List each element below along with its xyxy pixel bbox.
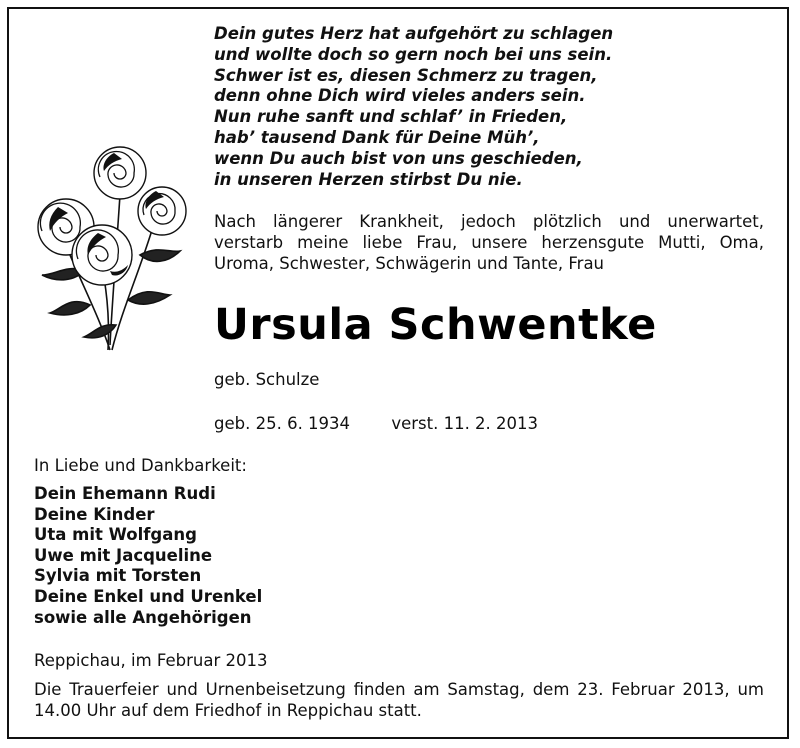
poem-line: Nun ruhe sanft und schlaf’ in Frieden, [214,107,568,127]
death-announcement: Nach längerer Krankheit, jedoch plötzlich und unerwartet, verstarb meine liebe Frau, unsere herzensgute Mutti, Oma, Uroma, Schwester, Schwägerin und Tante, Frau [214,212,764,273]
mourner-entry: Deine Kinder [34,504,155,524]
poem-line: Dein gutes Herz hat aufgehört zu schlagen [214,24,614,43]
poem-line: Schwer ist es, diesen Schmerz zu tragen, [214,65,598,85]
poem-line: wenn Du auch bist von uns geschieden, [214,148,583,168]
mourner-entry: Deine Enkel und Urenkel [34,586,263,606]
poem-line: denn ohne Dich wird vieles anders sein. [214,86,586,106]
life-dates [214,414,538,433]
memorial-poem [214,24,694,190]
place-date: Reppichau, im Februar 2013 [34,651,268,670]
roses-icon [30,135,190,355]
mourner-entry: sowie alle Angehörigen [34,607,252,627]
poem-line: und wollte doch so gern noch bei uns sein. [214,44,613,64]
love-line: In Liebe und Dankbarkeit: [34,456,247,475]
death-date: verst. 11. 2. 2013 [391,414,539,433]
mourner-entry: Sylvia mit Torsten [34,566,202,586]
mourners-list [34,484,262,628]
mourner-entry: Uwe mit Jacqueline [34,545,213,565]
maiden-name: geb. Schulze [214,370,320,389]
birth-date: geb. 25. 6. 1934 [214,414,351,433]
funeral-notice: Die Trauerfeier und Urnenbeisetzung finden am Samstag, dem 23. Februar 2013, um 14.00 Uhr auf dem Friedhof in Reppichau statt. [34,680,764,720]
poem-line: hab’ tausend Dank für Deine Müh’, [214,127,540,147]
mourner-entry: Dein Ehemann Rudi [34,484,216,503]
deceased-name: Ursula Schwentke [214,300,657,350]
poem-line: in unseren Herzen stirbst Du nie. [214,169,523,189]
mourner-entry: Uta mit Wolfgang [34,525,197,545]
